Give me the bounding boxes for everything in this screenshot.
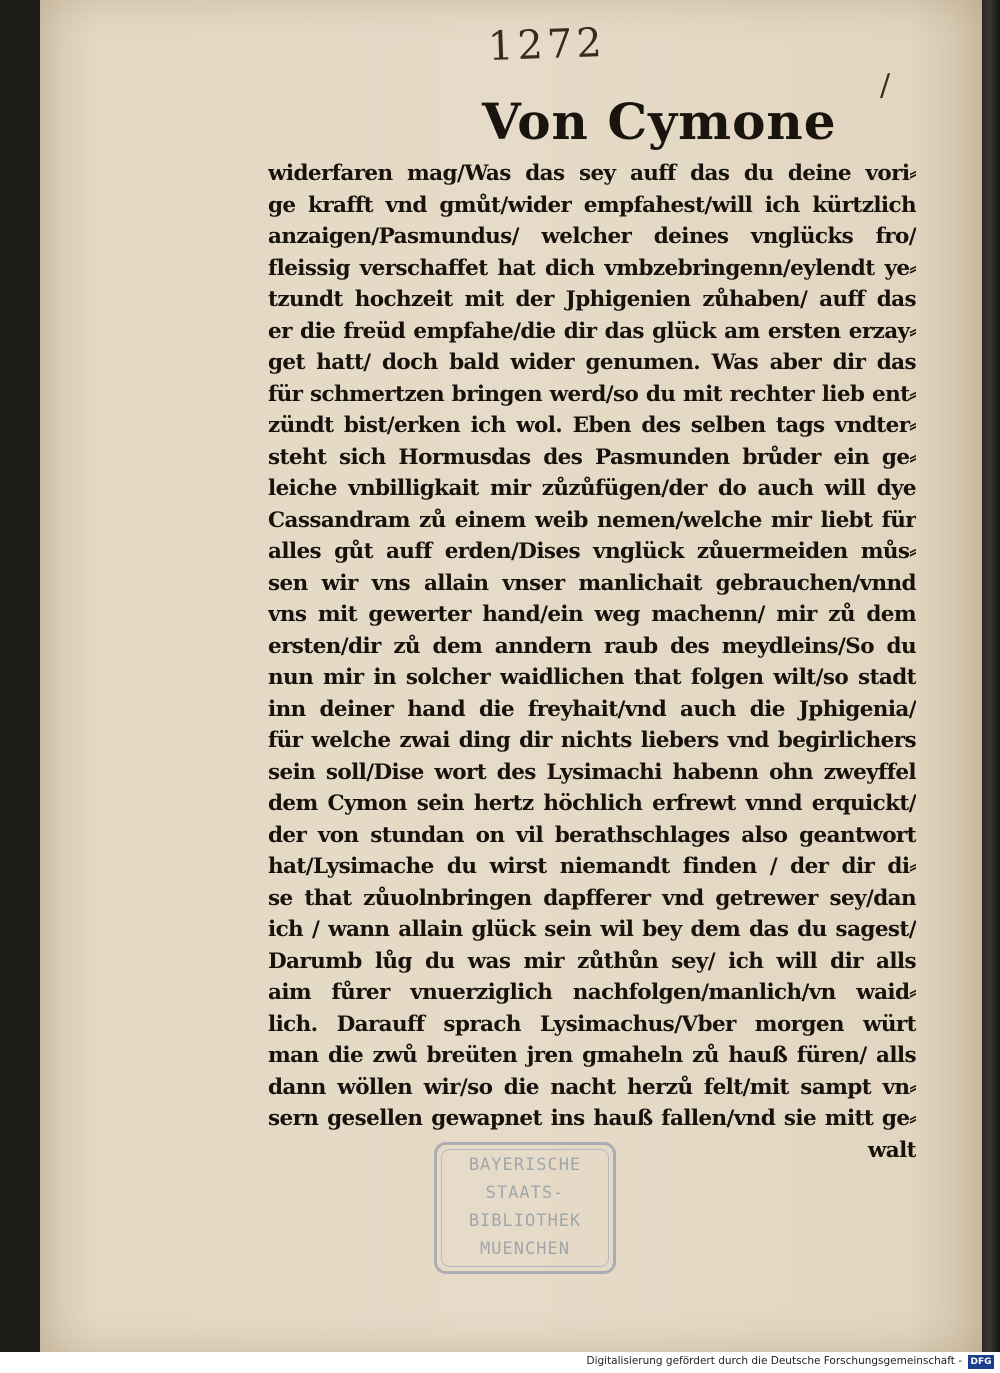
text-line: lich. Darauff sprach Lysimachus/Vber morgen würt xyxy=(268,1011,916,1037)
text-line: sern gesellen gewapnet ins hauß fallen/vnd sie mitt ge⸗ xyxy=(268,1106,916,1131)
text-line: man die zwů breüten jren gmaheln zů hauß füren/ alls xyxy=(268,1043,916,1068)
text-line: hat/Lysimache du wirst niemandt finden / der dir di⸗ xyxy=(268,854,916,879)
text-line: für welche zwai ding dir nichts liebers vnd begirlichers xyxy=(268,728,916,753)
page-edge xyxy=(982,0,1000,1352)
text-line: anzaigen/Pasmundus/ welcher deines vnglücks fro/ xyxy=(268,224,916,249)
text-line: steht sich Hormusdas des Pasmunden brůder ein ge⸗ xyxy=(268,444,916,470)
text-line: inn deiner hand die freyhait/vnd auch die Jphigenia/ xyxy=(268,696,916,722)
text-line: ich / wann allain glück sein wil bey dem das du sagest/ xyxy=(268,917,916,942)
dfg-logo: DFG xyxy=(968,1355,994,1369)
corner-mark: / xyxy=(880,68,891,103)
text-line: er die freüd empfahe/die dir das glück am ersten erzay⸗ xyxy=(268,318,916,344)
text-line: für schmertzen bringen werd/so du mit rechter lieb ent⸗ xyxy=(268,381,916,407)
text-line: dann wöllen wir/so die nacht herzů felt/mit sampt vn⸗ xyxy=(268,1074,916,1100)
footer-credit: Digitalisierung gefördert durch die Deutsche Forschungsgemeinschaft - xyxy=(586,1355,962,1367)
body-text xyxy=(268,158,916,1166)
text-line: ersten/dir zů dem anndern raub des meydleins/So du xyxy=(268,633,916,659)
text-line: sen wir vns allain vnser manlichait gebrauchen/vnnd xyxy=(268,570,916,596)
stamp-text-line: STAATS- xyxy=(485,1183,565,1203)
text-line: tzundt hochzeit mit der Jphigenien zůhaben/ auff das xyxy=(268,287,916,312)
text-line: se that zůuolnbringen dapfferer vnd getrewer sey/dan xyxy=(268,885,916,911)
text-line: walt xyxy=(867,1137,916,1163)
text-line: zündt bist/erken ich wol. Eben des selben tags vndter⸗ xyxy=(268,413,916,438)
text-line: Darumb lůg du was mir zůthůn sey/ ich will dir alls xyxy=(268,948,916,974)
text-line: ge krafft vnd gmůt/wider empfahest/will ich kürtzlich xyxy=(268,192,916,218)
stamp-text-line: MUENCHEN xyxy=(480,1239,570,1259)
text-line: aim fůrer vnuerziglich nachfolgen/manlich/vn waid⸗ xyxy=(268,980,916,1005)
text-line: get hatt/ doch bald wider genumen. Was aber dir das xyxy=(268,350,916,375)
text-line: vns mit gewerter hand/ein weg machenn/ mir zů dem xyxy=(268,602,916,627)
library-stamp xyxy=(434,1142,616,1274)
text-line: Cassandram zů einem weib nemen/welche mir liebt für xyxy=(268,507,916,533)
handwritten-note: 1272 xyxy=(487,19,607,71)
text-line: der von stundan on vil berathschlages also geantwort xyxy=(268,822,916,848)
text-line: nun mir in solcher waidlichen that folgen wilt/so stadt xyxy=(268,665,916,690)
running-head: Von Cymone xyxy=(482,92,837,151)
text-line: fleissig verschaffet hat dich vmbzebringenn/eylendt ye⸗ xyxy=(268,255,916,281)
footer-bar xyxy=(0,1352,1000,1373)
text-line: leiche vnbilligkait mir zůzůfügen/der do auch will dye xyxy=(268,476,916,501)
text-line: sein soll/Dise wort des Lysimachi habenn ohn zweyffel xyxy=(268,759,916,785)
stamp-text-line: BAYERISCHE xyxy=(468,1155,582,1175)
stamp-text-line: BIBLIOTHEK xyxy=(468,1211,582,1231)
text-line: widerfaren mag/Was das sey auff das du deine vori⸗ xyxy=(268,161,916,186)
text-line: alles gůt auff erden/Dises vnglück zůuermeiden můs⸗ xyxy=(268,539,916,564)
text-line: dem Cymon sein hertz höchlich erfrewt vnnd erquickt/ xyxy=(268,791,916,816)
